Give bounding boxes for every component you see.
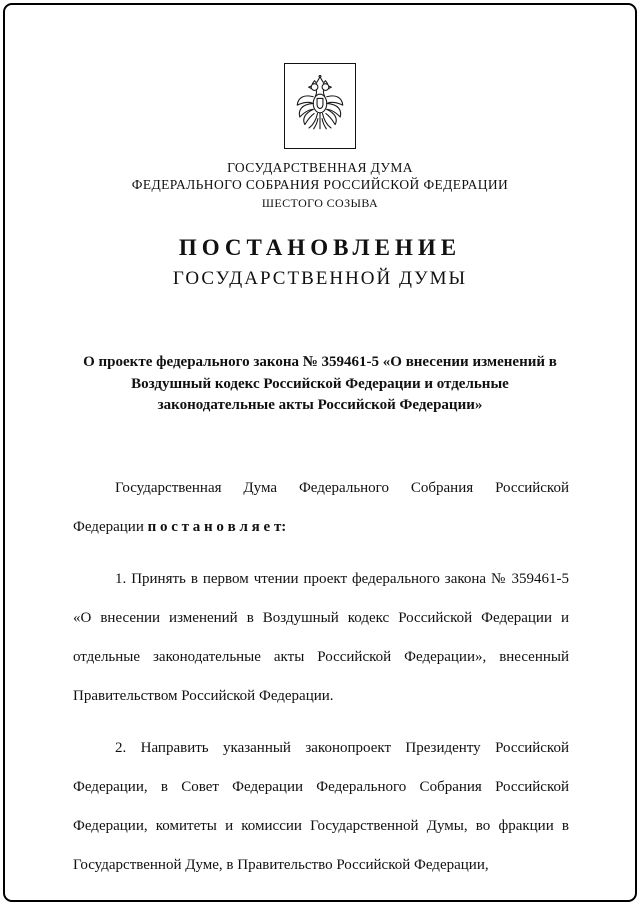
paragraph-resolves [73,469,569,547]
org-name-line1: ГОСУДАРСТВЕННАЯ ДУМА [227,160,413,175]
document-page [3,3,637,902]
document-type-title: ПОСТАНОВЛЕНИЕ [178,234,462,260]
document-subject-title: О проекте федерального закона № 359461-5 «О внесении изменений в Воздушный кодекс Российской Федерации и отдельные законодательные акты Российской Федерации» [83,353,557,414]
org-name-line2: ФЕДЕРАЛЬНОГО СОБРАНИЯ РОССИЙСКОЙ ФЕДЕРАЦИИ [131,177,509,193]
document-body [73,469,569,885]
paragraph-item-2: 2. Направить указанный законопроект Президенту Российской Федерации, в Совет Федерации Федерального Собрания Российской Федерации, комитеты и комиссии Государственной Думы, во фракции в Государственной Думе, в Правительство Российской Федерации, [73,740,569,874]
document-type-org: ГОСУДАРСТВЕННОЙ ДУМЫ [172,267,468,289]
emblem-box [284,63,356,149]
organization-header [5,159,635,211]
paragraph-item-1: 1. Принять в первом чтении проект федерального закона № 359461-5 «О внесении изменений в Воздушный кодекс Российской Федерации и отдельные законодательные акты Российской Федерации», внесенный Правительством Российской Федерации. [73,571,569,705]
russia-coat-of-arms-icon [293,74,347,138]
resolve-word-text: п о с т а н о в л я е т: [147,519,287,536]
org-name-line3: ШЕСТОГО СОЗЫВА [261,195,379,210]
resolve-lead-text: Государственная Дума Федерального Собрания Российской Федерации [73,480,569,536]
